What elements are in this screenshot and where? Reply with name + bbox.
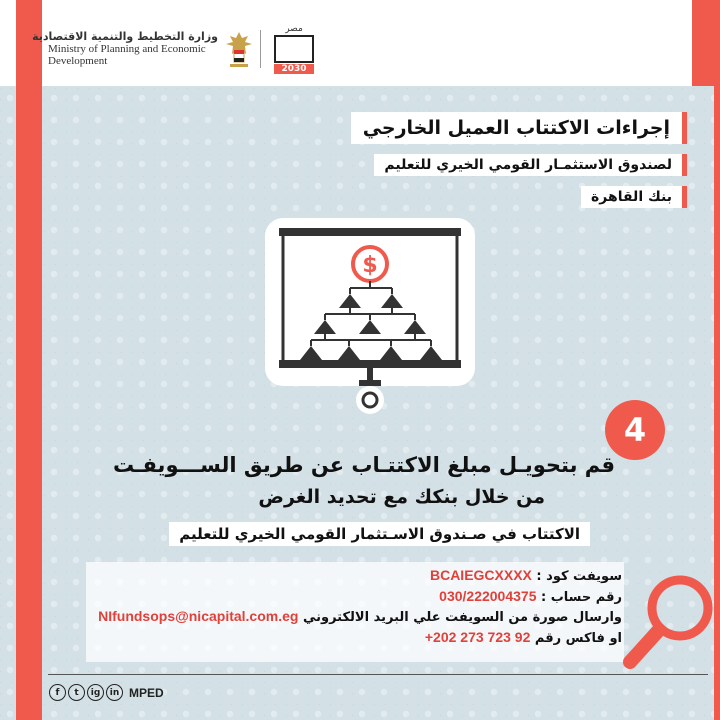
presentation-board-icon — [261, 214, 479, 420]
step-number-badge: 4 — [605, 400, 665, 460]
step-instruction-line-3: الاكتتاب في صـندوق الاسـتثمار القومي الخيري للتعليم — [169, 522, 590, 546]
fax-row — [102, 628, 622, 649]
email-row — [98, 607, 622, 628]
step-instruction-line-2: من خلال بنكك مع تحديد الغرض — [258, 486, 545, 508]
title-line-3: بنك القاهرة — [581, 186, 687, 208]
right-accent-strip — [714, 86, 720, 720]
vision-logo-mark — [274, 35, 314, 63]
facebook-icon[interactable]: f — [49, 684, 66, 701]
egypt-eagle-icon — [224, 30, 254, 70]
social-links — [49, 684, 164, 701]
swift-row — [102, 566, 622, 587]
twitter-icon[interactable]: t — [68, 684, 85, 701]
account-label: رقم حساب : — [541, 589, 622, 605]
swift-label: سويفت كود : — [536, 569, 622, 584]
title-line-2: لصندوق الاستثمـار القومي الخيري للتعليم — [374, 154, 687, 176]
step-instruction-line-1: قم بتحويـل مبلغ الاكتتـاب عن طريق الســـويفـت — [113, 453, 615, 477]
fax-label: او فاكس رقم — [534, 630, 622, 646]
social-handle: MPED — [129, 685, 164, 700]
vision-logo-year: 2030 — [274, 64, 314, 74]
instagram-icon[interactable]: ig — [87, 684, 104, 701]
title-line-1: إجراءات الاكتتاب العميل الخارجي — [351, 112, 687, 144]
right-accent-block — [692, 0, 720, 86]
vision-logo-top: مصر — [285, 24, 303, 34]
svg-text:$: $ — [362, 253, 378, 278]
magnifier-icon — [622, 568, 714, 678]
footer-divider — [48, 674, 708, 675]
payment-info — [98, 566, 622, 648]
email-address[interactable]: NIfundsops@nicapital.com.eg — [98, 608, 299, 624]
ministry-name-arabic: وزارة التخطيط والتنمية الاقتصادية — [32, 30, 218, 43]
logo-divider — [260, 30, 261, 68]
email-label: وارسال صورة من السويفت علي البريد الالكتروني — [302, 610, 622, 625]
left-accent-strip — [16, 0, 42, 720]
ministry-logo-text — [32, 30, 218, 67]
linkedin-icon[interactable]: in — [106, 684, 123, 701]
vision-2030-logo — [268, 24, 320, 74]
fax-number: +202 273 723 92 — [424, 628, 531, 645]
ministry-name-english-1: Ministry of Planning and Economic — [48, 43, 206, 55]
account-number: 030/222004375 — [439, 587, 537, 604]
account-row — [102, 587, 622, 608]
title-block — [351, 112, 687, 208]
swift-code: BCAIEGCXXXX — [429, 567, 532, 583]
ministry-name-english-2: Development — [48, 55, 108, 67]
